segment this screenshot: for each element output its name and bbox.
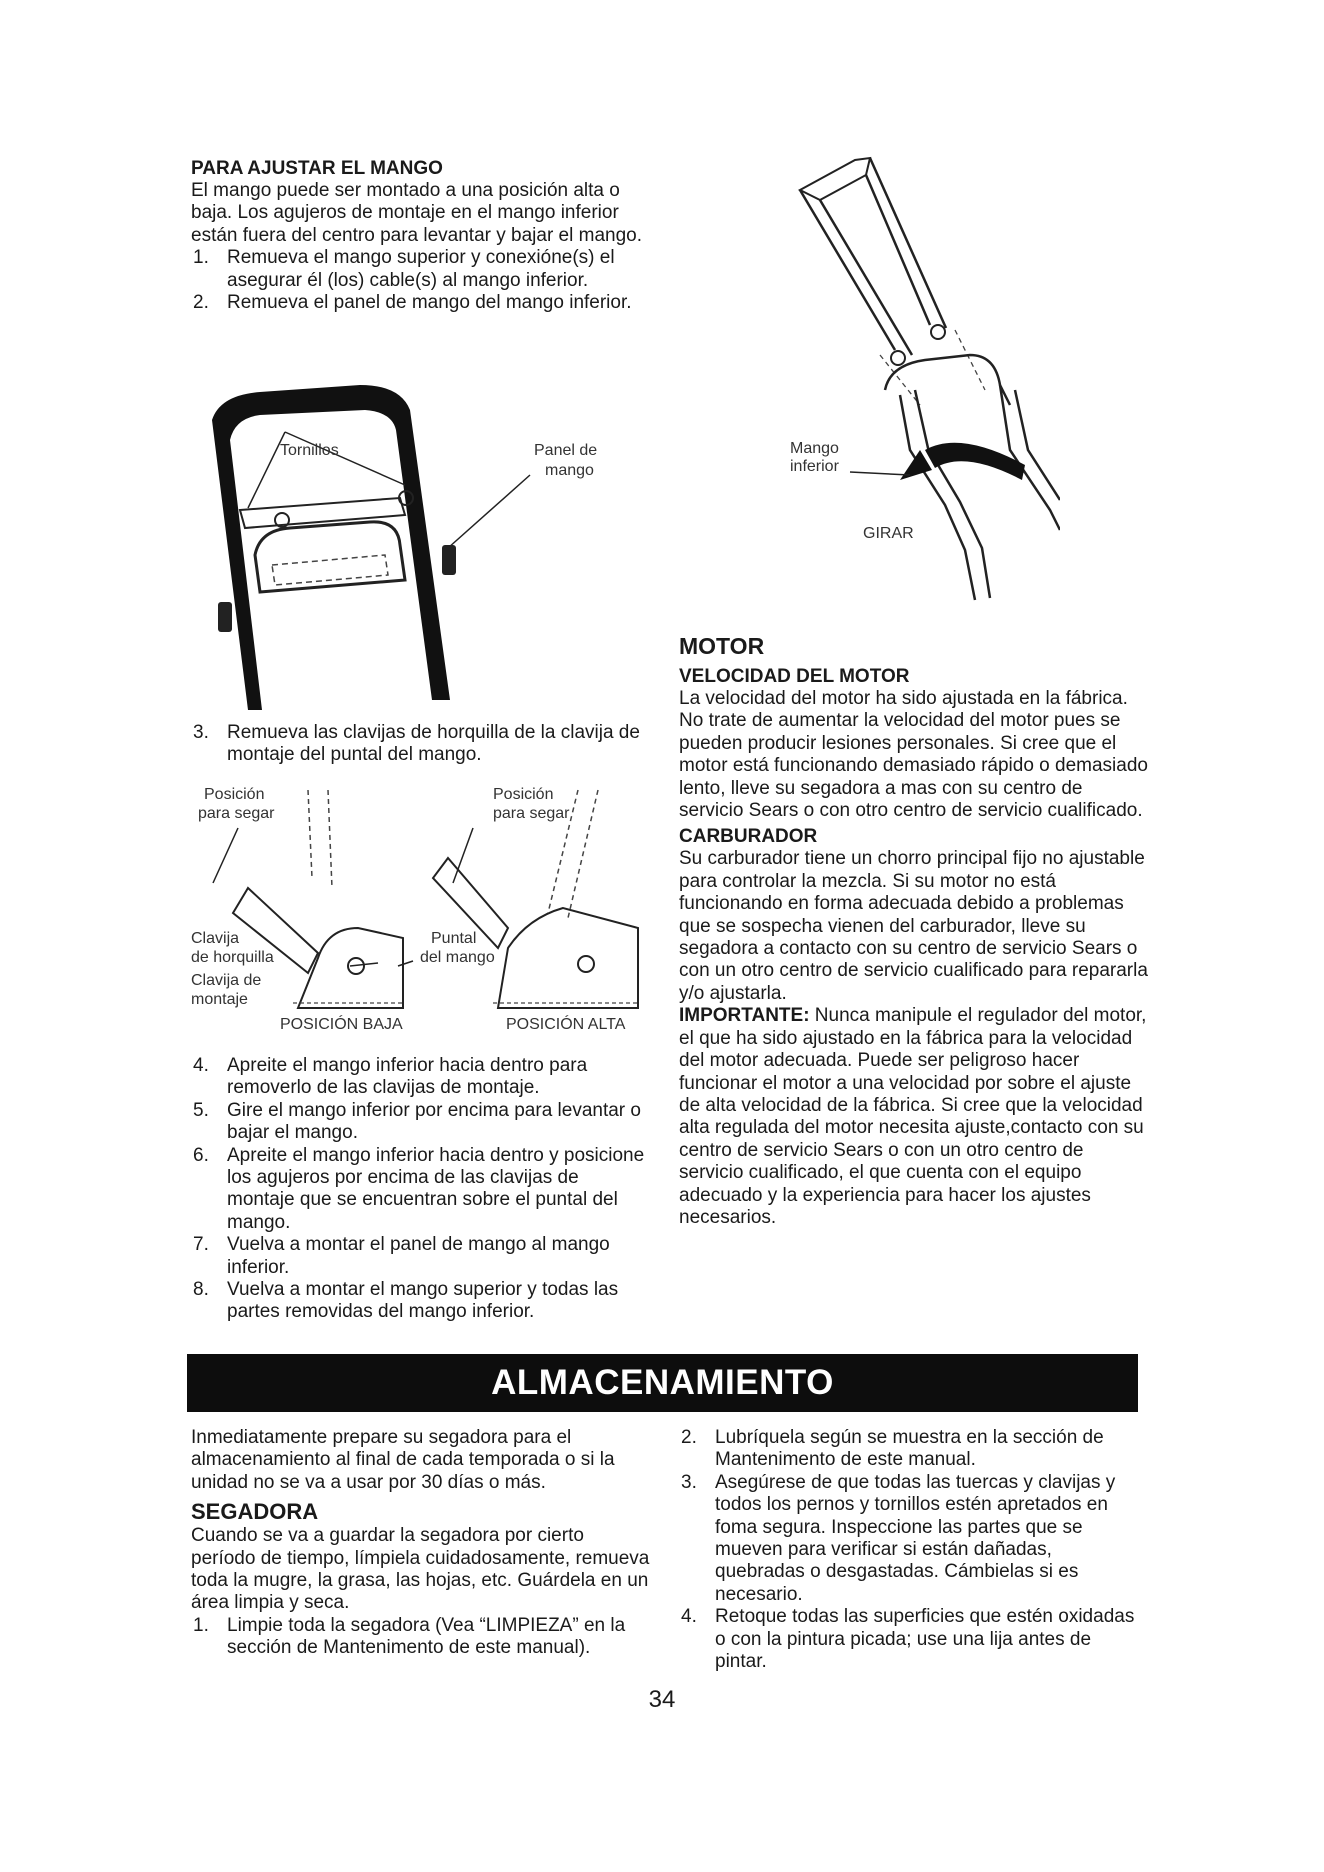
- label-pos-cut-2: para segar: [198, 805, 275, 822]
- velocidad-text: La velocidad del motor ha sido ajustada en la fábrica. No trate de aumentar la velocidad del motor pues se pueden producir lesiones personales. Si cree que el motor está funcionando demasiado rápido o demasiado lento, lleve su segadora a mas con su centro de servicio Sears o con otro centro de servicio cualificado.: [679, 688, 1148, 822]
- storage-steps-left: [191, 1615, 651, 1660]
- label-puntal-1: Puntal: [431, 930, 477, 947]
- caption-high: POSICIÓN ALTA: [506, 1016, 626, 1033]
- label-inferior: inferior: [790, 458, 839, 475]
- label-clavija-2: de horquilla: [191, 949, 274, 966]
- storage-right: [679, 1427, 1139, 1673]
- list-item: 3. Asegúrese de que todas las tuercas y clavijas y todos los pernos y tornillos estén apretados en foma segura. Inspeccione las partes que se mueven para verificar si están dañadas, quebradas o desgastadas. Cámbielas si es necesario.: [681, 1471, 1116, 1605]
- label-mango: Mango: [790, 440, 839, 457]
- list-item: 2. Lubríquela según se muestra en la sección de Mantenimento de este manual.: [681, 1427, 1104, 1471]
- label-panel-2: mango: [545, 462, 594, 479]
- list-item: 8. Vuelva a montar el mango superior y todas las partes removidas del mango inferior.: [193, 1279, 619, 1323]
- list-item: 3. Remueva las clavijas de horquilla de la clavija de montaje del puntal del mango.: [193, 722, 640, 766]
- label-montaje-2: montaje: [191, 991, 248, 1008]
- segadora-text: Cuando se va a guardar la segadora por cierto período de tiempo, límpiela cuidadosamente, remueva toda la mugre, la grasa, las hojas, etc. Guárdela en un área limpia y seca.: [191, 1525, 650, 1614]
- handle-rotate-illustration: [760, 150, 1060, 620]
- list-item: 7. Vuelva a montar el panel de mango al mango inferior.: [193, 1234, 610, 1278]
- list-item: 6. Apreite el mango inferior hacia dentro y posicione los agujeros por encima de las clavijas de montaje que se encuentran sobre el puntal del mango.: [193, 1144, 645, 1233]
- label-pos-cut-b1: Posición: [493, 786, 554, 803]
- figure-handle-panel: [200, 380, 640, 710]
- label-screws: Tornillos: [280, 442, 339, 459]
- label-girar: GIRAR: [863, 525, 914, 542]
- segadora-heading: SEGADORA: [191, 1499, 319, 1525]
- label-panel-1: Panel de: [534, 442, 598, 459]
- motor-heading: MOTOR: [679, 633, 765, 659]
- handle-intro: El mango puede ser montado a una posición alta o baja. Los agujeros de montaje en el mango inferior están fuera del centro para levantar y bajar el mango.: [191, 180, 642, 246]
- handle-panel-illustration: [200, 380, 640, 710]
- storage-steps-right: [679, 1427, 1139, 1673]
- handle-steps-c-wrap: [191, 1055, 651, 1324]
- list-item: 4. Apreite el mango inferior hacia dentro para removerlo de las clavijas de montaje.: [193, 1055, 588, 1099]
- handle-steps-a: [191, 247, 651, 314]
- importante-paragraph: [679, 1005, 1149, 1229]
- carburador-heading: CARBURADOR: [679, 826, 818, 848]
- page-number: 34: [648, 1686, 676, 1713]
- list-item: 1. Limpie toda la segadora (Vea “LIMPIEZA” en la sección de Mantenimento de este manual).: [193, 1614, 626, 1659]
- importante-label: IMPORTANTE:: [679, 1005, 810, 1027]
- handle-steps-b-wrap: [191, 722, 651, 767]
- label-pos-cut-1: Posición: [204, 786, 265, 803]
- velocidad-heading: VELOCIDAD DEL MOTOR: [679, 666, 910, 687]
- handle-steps-c: [191, 1055, 651, 1324]
- label-clavija-1: Clavija: [191, 930, 240, 947]
- storage-intro: Inmediatamente prepare su segadora para el almacenamiento al final de cada temporada o si la unidad no se va a usar por 30 días o más.: [191, 1427, 615, 1493]
- motor-section: [679, 632, 1149, 1229]
- list-item: 4. Retoque todas las superficies que estén oxidadas o con la pintura picada; use una lija antes de pintar.: [681, 1606, 1135, 1673]
- list-item: 2. Remueva el panel de mango del mango inferior.: [193, 292, 632, 314]
- label-pos-cut-b2: para segar: [493, 805, 570, 822]
- figure-handle-rotate: [760, 150, 1060, 620]
- label-montaje-1: Clavija de: [191, 972, 262, 989]
- caption-low: POSICIÓN BAJA: [280, 1016, 403, 1033]
- list-item: 5. Gire el mango inferior por encima para levantar o bajar el mango.: [193, 1099, 641, 1144]
- importante-text: Nunca manipule el regulador del motor, el que ha sido ajustado en la fábrica para la velocidad del motor adecuada. Puede ser peligroso hacer funcionar el motor a una velocidad por sobre el ajuste de alta velocidad de la fábrica. Si cree que la velocidad alta regulada del motor necesita ajuste,contacto con su centro de servicio Sears o con un otro centro de servicio cualificado, el que cuenta con el equipo adecuado y la experiencia para hacer los ajustes necesarios.: [679, 1005, 1147, 1228]
- list-item: 1. Remueva el mango superior y conexióne(s) el asegurar él (los) cable(s) al mango inferior.: [193, 247, 615, 291]
- storage-banner: ALMACENAMIENTO: [187, 1354, 1138, 1412]
- handle-steps-b: [191, 722, 651, 767]
- carburador-text: Su carburador tiene un chorro principal fijo no ajustable para controlar la mezcla. Si su motor no está funcionando en forma adecuada debido a problemas que se sospecha vienen del carburador, lleve su segadora a contacto con su centro de servicio Sears o con un otro centro de servicio cualificado para repararla y/o ajustarla.: [679, 848, 1148, 1004]
- storage-left: [191, 1427, 651, 1660]
- label-puntal-2: del mango: [420, 949, 495, 966]
- handle-section: [191, 158, 651, 314]
- section-heading-handle: PARA AJUSTAR EL MANGO: [191, 158, 443, 179]
- figure-cut-positions: [188, 778, 658, 1040]
